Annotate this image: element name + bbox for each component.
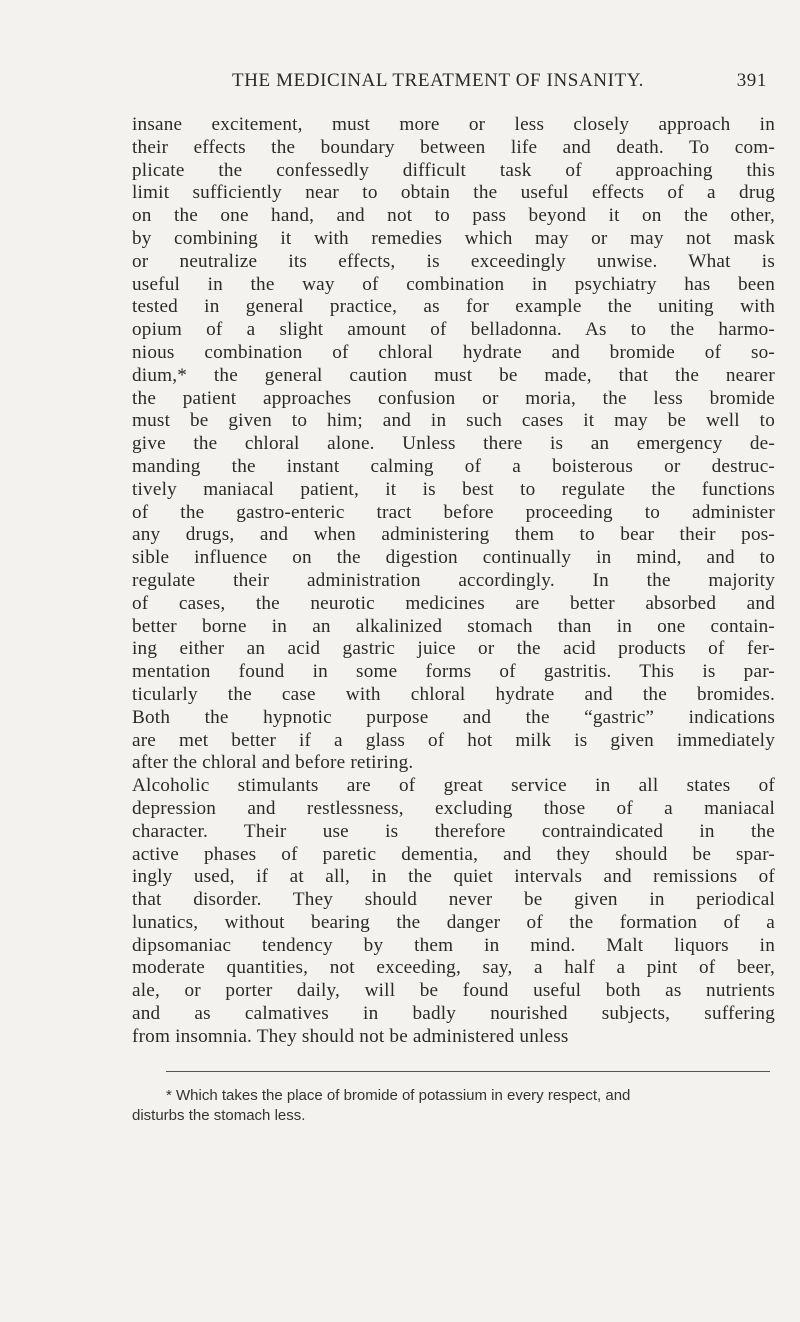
text-line: limit sufficiently near to obtain the useful effects of a drug — [132, 182, 775, 204]
text-line: tively maniacal patient, it is best to regulate the functions — [132, 478, 775, 500]
text-line: moderate quantities, not exceeding, say, a half a pint of beer, — [132, 957, 775, 979]
text-line: nious combination of chloral hydrate and bromide of so- — [132, 341, 775, 363]
text-line: Both the hypnotic purpose and the “gastric” indications — [132, 706, 775, 728]
text-line: after the chloral and before retiring. — [132, 752, 414, 774]
text-line: ticularly the case with chloral hydrate and the bromides. — [132, 683, 775, 705]
text-line: depression and restlessness, excluding those of a maniacal — [132, 797, 775, 819]
page-number: 391 — [736, 70, 767, 91]
footnote-line: disturbs the stomach less. — [132, 1106, 306, 1124]
text-line: are met better if a glass of hot milk is given immediately — [132, 729, 775, 751]
text-line: opium of a slight amount of belladonna. As to the harmo- — [132, 319, 775, 341]
text-line: of cases, the neurotic medicines are better absorbed and — [132, 592, 775, 614]
text-line: sible influence on the digestion continually in mind, and to — [132, 547, 775, 569]
text-line: of the gastro-enteric tract before proceeding to administer — [132, 501, 775, 523]
text-line: character. Their use is therefore contraindicated in the — [132, 820, 775, 842]
running-title: THE MEDICINAL TREATMENT OF INSANITY. — [232, 70, 644, 91]
text-line: regulate their administration accordingly. In the majority — [132, 569, 775, 591]
text-line: must be given to him; and in such cases it may be well to — [132, 410, 775, 432]
book-page — [132, 70, 775, 1126]
text-line: from insomnia. They should not be administered unless — [132, 1025, 569, 1047]
text-line: ale, or porter daily, will be found useful both as nutrients — [132, 980, 775, 1002]
text-line: their effects the boundary between life and death. To com- — [132, 136, 775, 158]
body-text — [132, 114, 775, 1049]
footnote-line: * Which takes the place of bromide of potassium in every respect, and — [166, 1086, 631, 1104]
footnote — [132, 1086, 775, 1126]
text-line: dium,* the general caution must be made, that the nearer — [132, 364, 775, 386]
text-line: ing either an acid gastric juice or the acid products of fer- — [132, 638, 775, 660]
text-line: and as calmatives in badly nourished subjects, suffering — [132, 1003, 775, 1025]
text-line: or neutralize its effects, is exceedingly unwise. What is — [132, 250, 775, 272]
text-line: on the one hand, and not to pass beyond it on the other, — [132, 205, 775, 227]
running-header — [132, 70, 775, 94]
text-line: ingly used, if at all, in the quiet intervals and remissions of — [132, 866, 775, 888]
text-line: active phases of paretic dementia, and they should be spar- — [132, 843, 775, 865]
text-line: the patient approaches confusion or moria, the less bromide — [132, 387, 775, 409]
text-line: insane excitement, must more or less closely approach in — [132, 114, 775, 135]
text-line: better borne in an alkalinized stomach than in one contain- — [132, 615, 775, 637]
text-line: useful in the way of combination in psychiatry has been — [132, 273, 775, 295]
text-line: give the chloral alone. Unless there is an emergency de- — [132, 433, 775, 455]
text-line: any drugs, and when administering them to bear their pos- — [132, 524, 775, 546]
text-line: manding the instant calming of a boisterous or destruc- — [132, 455, 775, 477]
text-line: mentation found in some forms of gastritis. This is par- — [132, 661, 775, 683]
text-line: tested in general practice, as for example the uniting with — [132, 296, 775, 318]
text-line: that disorder. They should never be given in periodical — [132, 889, 775, 911]
text-line: Alcoholic stimulants are of great service in all states of — [132, 775, 775, 797]
text-line: lunatics, without bearing the danger of the formation of a — [132, 911, 775, 933]
text-line: dipsomaniac tendency by them in mind. Malt liquors in — [132, 934, 775, 956]
footnote-divider — [166, 1071, 770, 1072]
text-line: plicate the confessedly difficult task of approaching this — [132, 159, 775, 181]
text-line: by combining it with remedies which may or may not mask — [132, 227, 775, 249]
